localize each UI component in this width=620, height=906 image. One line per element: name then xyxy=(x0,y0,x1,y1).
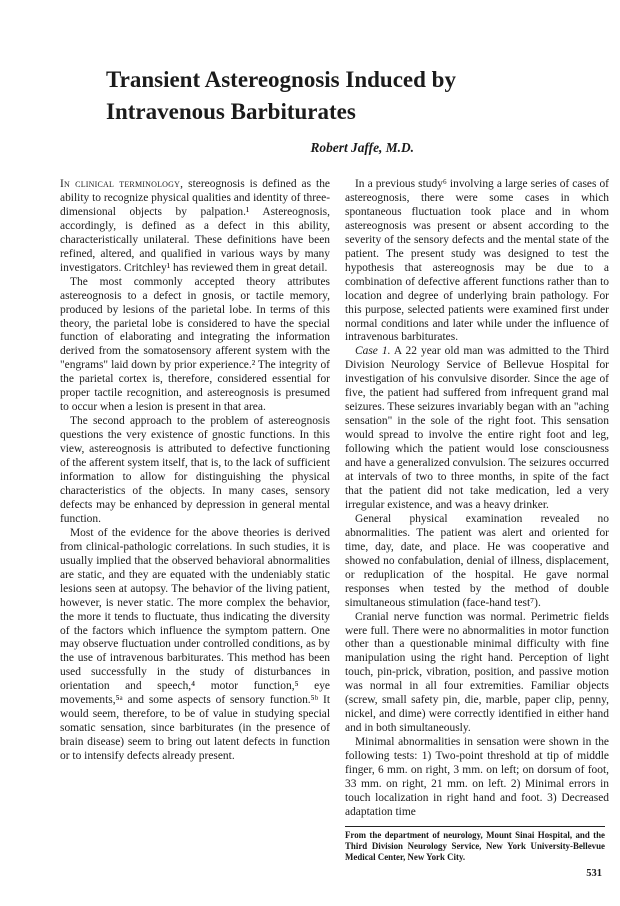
case-label: Case 1. xyxy=(355,345,391,358)
paragraph: The most commonly accepted theory attributes astereognosis to a defect in gnosis, or tactile memory, produced by lesions of the parietal lobe. In terms of this theory, the parietal lobe is considered to have the special function of elaborating and integrating the information derived from the somatosensory afferent system with the "engrams" laid down by prior experience.² The integrity of the parietal cortex is, therefore, considered essential for proper tactile recognition, and astereognosis is presumed to occur when a lesion is present in that area. xyxy=(60,275,330,414)
title-line-1: Transient Astereognosis Induced by xyxy=(106,67,456,92)
paragraph: The second approach to the problem of astereognosis questions the very existence of gnostic functions. In this view, astereognosis is attributed to defective functioning of the afferent system itself, that is, to the lack of sufficient information to allow for distinguishing the physical characteristics of the objects. In many cases, sensory defects may be enhanced by depression in general mental function. xyxy=(60,415,330,525)
paragraph: Most of the evidence for the above theories is derived from clinical-pathologic correlations. In such studies, it is usually implied that the observed behavioral abnormalities are static, and they are equated with the undeniably static lesions seen at autopsy. The behavior of the living patient, however, is never static. The more complex the behavior, the more it tends to fluctuate, thus indicating the diversity of the factors which influence the symptom pattern. One may observe fluctuation under controlled conditions, as by the use of intravenous barbiturates. This method has been used successfully in the study of disturbances in orientation and speech,⁴ motor function,⁵ eye movements,⁵ᵃ and some aspects of sensory function.⁵ᵇ It would seem, therefore, to be of value in studying special somatic sensation, since barbiturates (in the presence of brain disease) seem to bring out latent defects in function or to intensify defects already present. xyxy=(60,526,330,763)
right-column xyxy=(345,178,609,820)
page-number: 531 xyxy=(586,868,602,879)
paragraph: Minimal abnormalities in sensation were shown in the following tests: 1) Two-point threshold at tip of middle finger, 6 mm. on right, 3 mm. on left; on dorsum of foot, 33 mm. on right, 21 mm. on left. 2) Minimal errors in touch localization in right hand and foot. 3) Decreased adaptation time xyxy=(345,736,609,818)
article-title xyxy=(106,64,566,128)
paragraph: Cranial nerve function was normal. Perimetric fields were full. There were no abnormalities in motor function other than a questionable minimal difficulty with fine manipulation using the right hand. Perception of light touch, pin-prick, vibration, position, and passive motion was normal in all four extremities. Familiar objects (screw, small safety pin, die, marble, paper clip, penny, nickel, and dime) were correctly identified in either hand and in both simultaneously. xyxy=(345,610,609,735)
author-byline: Robert Jaffe, M.D. xyxy=(310,140,414,155)
paragraph-text: stereognosis is defined as the ability to recognize physical qualities and identity of three-dimensional objects by palpation.¹ Astereognosis, accordingly, is defined as a defect in this ability, characteristically unilateral. These definitions have been refined, altered, and qualified in various ways by many investigators. Critchley¹ has reviewed them in great detail. xyxy=(60,178,330,274)
paragraph xyxy=(60,178,330,276)
paragraph xyxy=(345,345,609,512)
lead-in-small-caps: In clinical terminology, xyxy=(60,178,184,190)
left-column xyxy=(60,178,330,764)
title-line-2: Intravenous Barbiturates xyxy=(106,99,356,124)
paragraph: General physical examination revealed no abnormalities. The patient was alert and oriented for time, day, date, and place. He was cooperative and showed no confabulation, denial of illness, displacement, or reduplication of the hospital. He gave normal responses when tested by the method of double simultaneous stimulation (face-hand test⁷). xyxy=(345,512,609,609)
paragraph: In a previous study⁶ involving a large series of cases of astereognosis, there were some cases in which spontaneous fluctuation took place and in whom astereognosis was present or absent according to the severity of the sensory defects and the mental state of the patient. The present study was designed to test the hypothesis that astereognosis may be due to a combination of defective afferent functions rather than to location and degree of underlying brain pathology. For this purpose, selected patients were examined first under normal conditions and later while under the influence of intravenous barbiturates. xyxy=(345,178,609,344)
paragraph-text: A 22 year old man was admitted to the Third Division Neurology Service of Bellevue Hospital for investigation of his convulsive disorder. Since the age of five, the patient had suffered from infrequent grand mal seizures. These seizures invariably began with an "aching sensation" in the sole of the right foot. This sensation would spread to involve the entire right foot and leg, following which the patient would lose consciousness and have a generalized convulsion. The seizures occurred at intervals of two to three months, in spite of the fact that the patient did not take medication, led a very irregular existence, and was a heavy drinker. xyxy=(345,345,609,511)
affiliation-footnote: From the department of neurology, Mount Sinai Hospital, and the Third Division Neurology Service, New York University-Bellevue Medical Center, New York City. xyxy=(345,826,605,863)
